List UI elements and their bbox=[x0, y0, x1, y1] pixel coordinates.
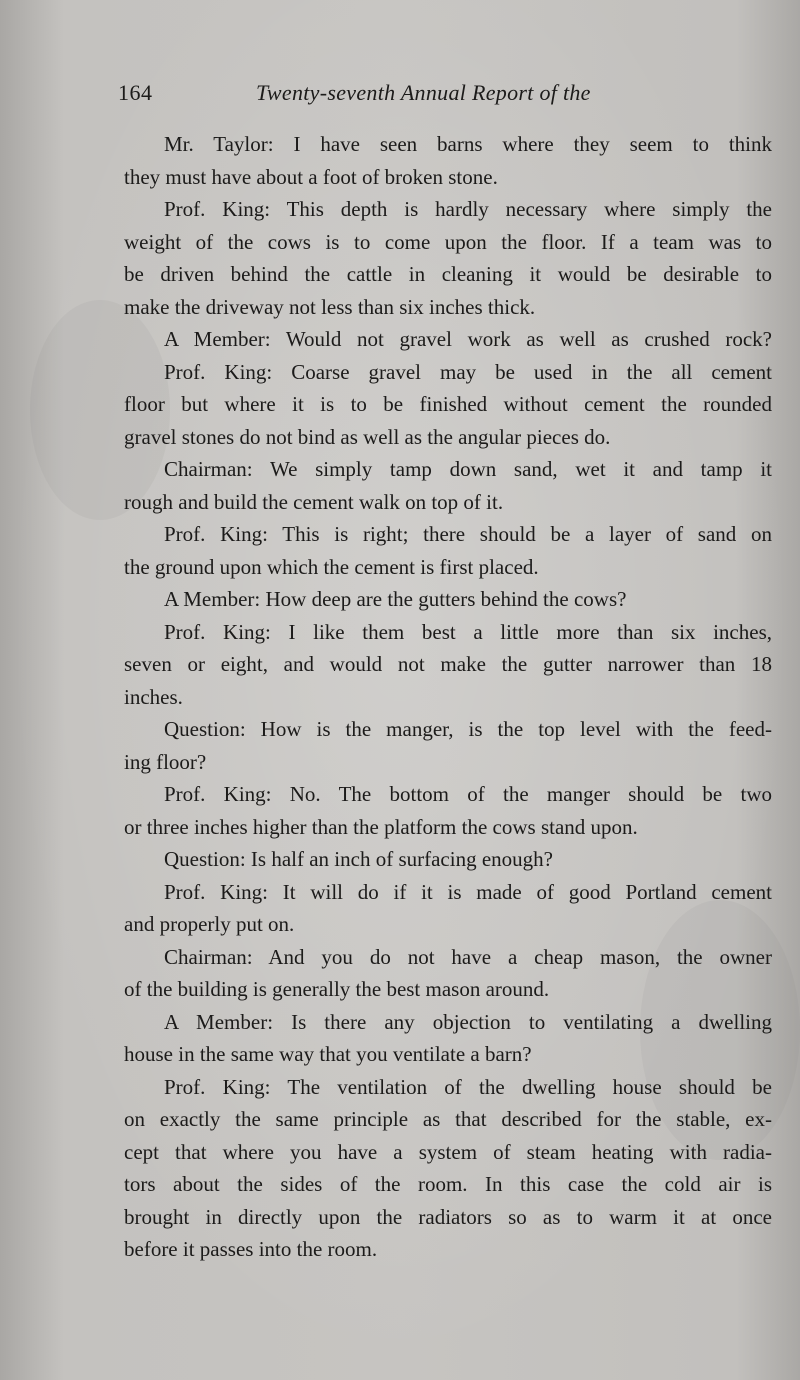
text-line: Prof. King: It will do if it is made of good Portland cement bbox=[164, 879, 772, 904]
page-header bbox=[118, 80, 678, 110]
text-line: they must have about a foot of broken stone. bbox=[124, 164, 498, 189]
text-line: A Member: Is there any objection to ventilating a dwelling bbox=[164, 1009, 772, 1034]
text-line: and properly put on. bbox=[124, 912, 295, 936]
text-line: or three inches higher than the platform the cows stand upon. bbox=[124, 814, 638, 839]
text-line: be driven behind the cattle in cleaning it would be desirable to bbox=[124, 262, 772, 286]
text-line: Prof. King: This depth is hardly necessary where simply the bbox=[164, 197, 772, 221]
text-line: Chairman: And you do not have a cheap mason, the owner bbox=[164, 944, 772, 969]
text-line: Question: How is the manger, is the top level with the feed- bbox=[164, 717, 772, 741]
text-line: of the building is generally the best mason around. bbox=[124, 977, 550, 1001]
text-line: tors about the sides of the room. In this case the cold air is bbox=[124, 1172, 772, 1196]
text-line: ing floor? bbox=[124, 749, 207, 774]
text-line: Prof. King: Coarse gravel may be used in the all cement bbox=[164, 359, 772, 384]
text-line: Prof. King: The ventilation of the dwelling house should be bbox=[164, 1074, 772, 1099]
text-line: A Member: Would not gravel work as well as crushed rock? bbox=[164, 327, 772, 351]
text-line: before it passes into the room. bbox=[124, 1237, 378, 1261]
text-line: Prof. King: No. The bottom of the manger should be two bbox=[164, 782, 772, 806]
text-line: brought in directly upon the radiators so as to warm it at once bbox=[124, 1204, 772, 1229]
text-line: house in the same way that you ventilate a barn? bbox=[124, 1042, 532, 1066]
text-line: cept that where you have a system of steam heating with radia- bbox=[124, 1139, 772, 1164]
text-line: rough and build the cement walk on top of it. bbox=[124, 489, 504, 514]
running-title: Twenty-seventh Annual Report of the bbox=[256, 80, 591, 105]
text-line: gravel stones do not bind as well as the angular pieces do. bbox=[124, 424, 611, 449]
text-line: Prof. King: This is right; there should be a layer of sand on bbox=[164, 522, 772, 546]
text-line: on exactly the same principle as that described for the stable, ex- bbox=[124, 1107, 772, 1131]
text-line: Chairman: We simply tamp down sand, wet it and tamp it bbox=[164, 457, 772, 481]
body-text bbox=[124, 128, 772, 1266]
text-line: make the driveway not less than six inches thick. bbox=[124, 294, 536, 319]
text-line: seven or eight, and would not make the gutter narrower than 18 bbox=[124, 652, 772, 676]
text-line: A Member: How deep are the gutters behind the cows? bbox=[164, 587, 627, 611]
text-line: Question: Is half an inch of surfacing enough? bbox=[164, 847, 553, 871]
text-line: Mr. Taylor: I have seen barns where they seem to think bbox=[164, 132, 772, 156]
page-number: 164 bbox=[118, 80, 153, 105]
text-line: weight of the cows is to come upon the floor. If a team was to bbox=[124, 229, 772, 254]
text-line: Prof. King: I like them best a little more than six inches, bbox=[164, 619, 772, 644]
text-line: floor but where it is to be finished without cement the rounded bbox=[124, 392, 772, 416]
text-line: inches. bbox=[124, 684, 183, 709]
text-line: the ground upon which the cement is first placed. bbox=[124, 554, 539, 579]
